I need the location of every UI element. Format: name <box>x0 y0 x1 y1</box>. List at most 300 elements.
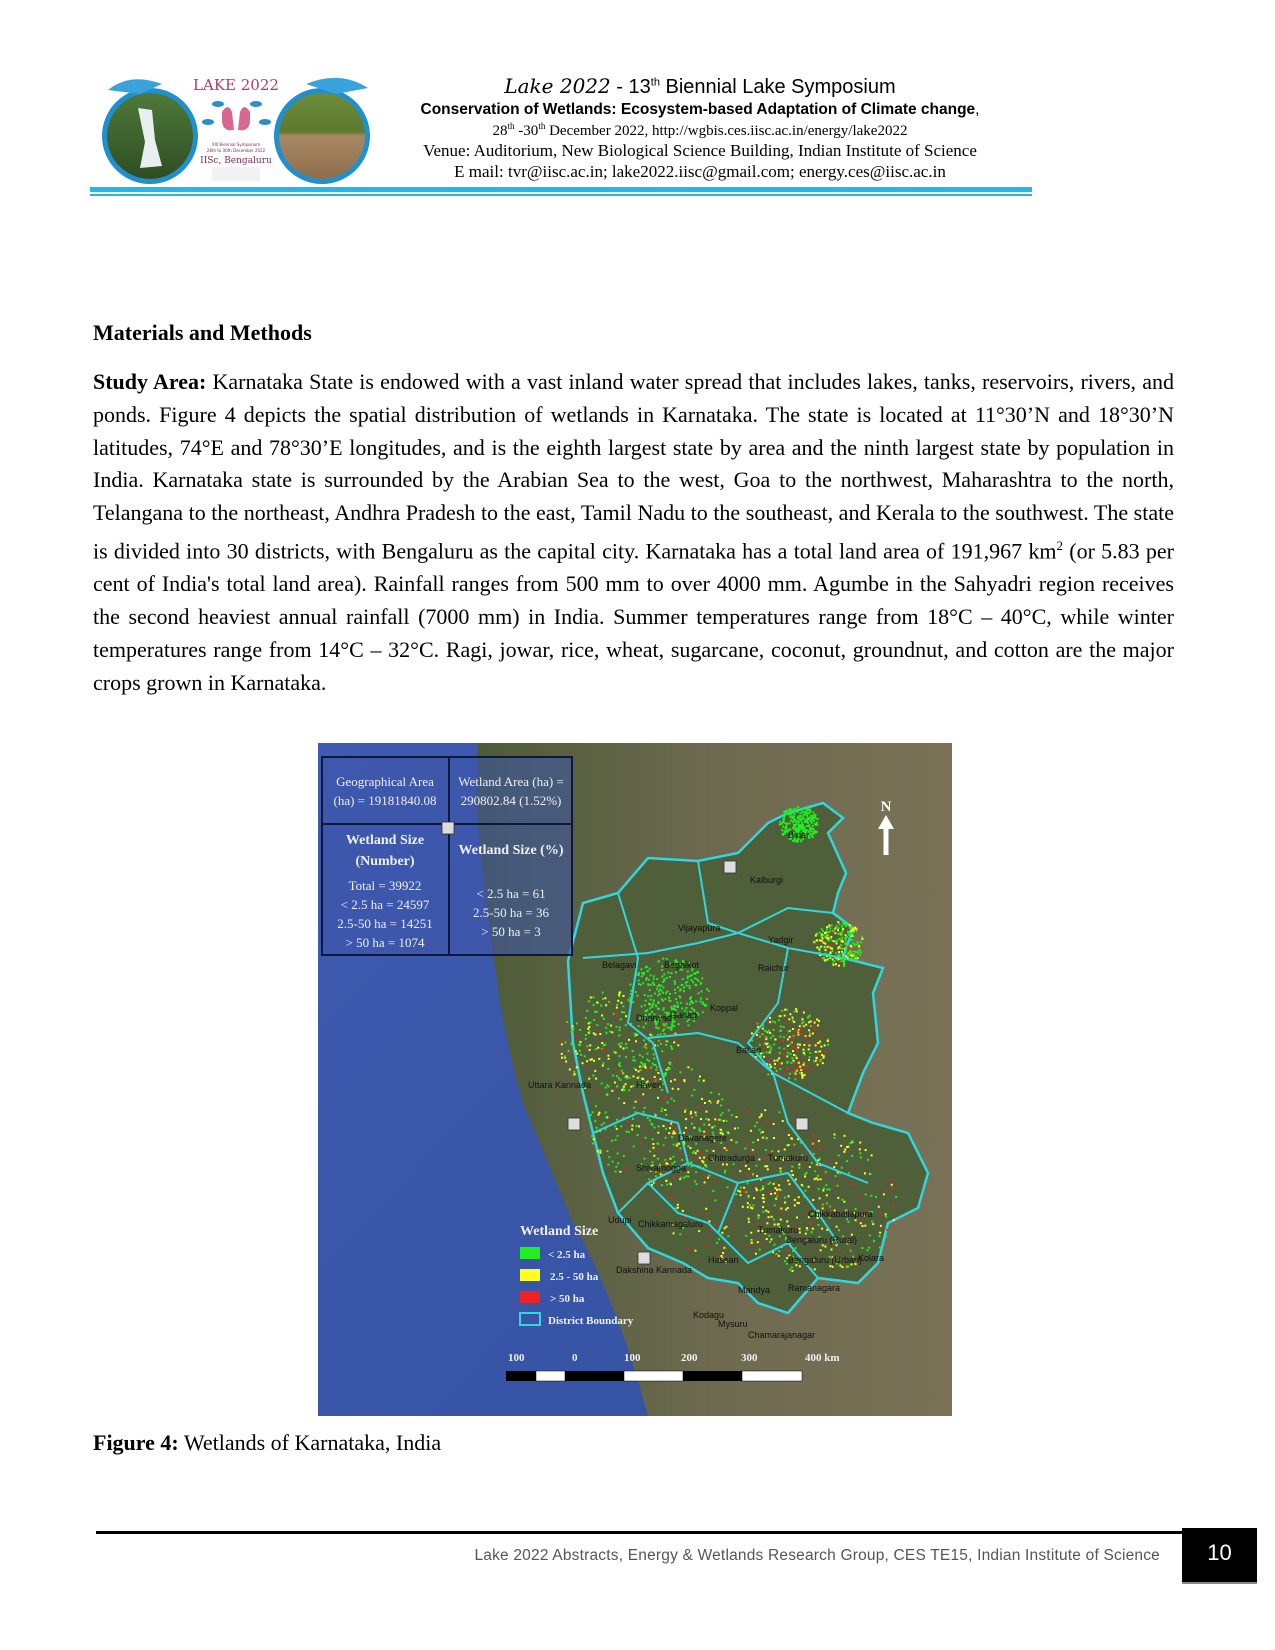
wetland-point <box>696 1183 698 1185</box>
wetland-point <box>766 1051 768 1053</box>
wetland-point <box>763 1056 765 1058</box>
district-label: Bengaluru (Urban) <box>788 1255 863 1265</box>
wetland-point <box>816 1061 818 1063</box>
wetland-point <box>811 1150 813 1152</box>
wetland-point <box>804 1074 806 1076</box>
wetland-point <box>849 1142 851 1144</box>
wetland-point <box>786 1034 788 1036</box>
size-number-row: Total = 39922 <box>348 878 422 893</box>
wetland-point <box>752 1173 754 1175</box>
wetland-point <box>805 1024 807 1026</box>
wetland-point <box>644 994 646 996</box>
wetland-point <box>564 1042 566 1044</box>
wetland-point <box>834 932 836 934</box>
wetland-point <box>799 1265 801 1267</box>
wetland-point <box>655 1181 657 1183</box>
wetland-point <box>783 830 785 832</box>
wetland-point <box>751 1242 753 1244</box>
wetland-point <box>678 1023 680 1025</box>
wetland-point <box>629 984 631 986</box>
wetland-point <box>847 953 849 955</box>
wetland-point <box>779 1052 781 1054</box>
size-pct-row: > 50 ha = 3 <box>481 924 541 939</box>
district-label: Chamarajanagar <box>748 1330 816 1340</box>
wetland-point <box>691 1095 693 1097</box>
wetland-point <box>825 949 827 951</box>
wetland-point <box>766 1031 768 1033</box>
wetland-point <box>616 1004 618 1006</box>
wetland-point <box>690 1158 692 1160</box>
wetland-point <box>657 1158 659 1160</box>
wetland-point <box>706 998 708 1000</box>
wetland-point <box>800 812 802 814</box>
footer-text: Lake 2022 Abstracts, Energy & Wetlands Research Group, CES TE15, Indian Institute of Science <box>474 1547 1160 1564</box>
wetland-point <box>855 1219 857 1221</box>
wetland-point <box>768 1019 770 1021</box>
wetland-point <box>605 1004 607 1006</box>
wetland-point <box>753 1197 755 1199</box>
wetland-point <box>618 1077 620 1079</box>
wetland-point <box>602 1065 604 1067</box>
wetland-point <box>674 989 676 991</box>
wetland-point <box>885 1235 887 1237</box>
wetland-point <box>871 1154 873 1156</box>
wetland-point <box>759 1129 761 1131</box>
wetland-point <box>589 1031 591 1033</box>
wetland-point <box>586 1060 588 1062</box>
wetland-point <box>686 985 688 987</box>
wetland-point <box>698 1079 700 1081</box>
wetland-point <box>679 1150 681 1152</box>
wetland-point <box>851 929 853 931</box>
wetland-point <box>802 1077 804 1079</box>
wetland-point <box>803 1062 805 1064</box>
wetland-point <box>794 826 796 828</box>
wetland-point <box>836 943 838 945</box>
wetland-point <box>799 1228 801 1230</box>
wetland-point <box>708 1175 710 1177</box>
wetland-point <box>670 1029 672 1031</box>
wetland-point <box>785 1048 787 1050</box>
wetland-point <box>735 1141 737 1143</box>
district-label: Uttara Kannada <box>528 1080 592 1090</box>
geo-area-label: Geographical Area <box>336 774 434 789</box>
wetland-point <box>752 1141 754 1143</box>
wetland-point <box>659 1040 661 1042</box>
wetland-point <box>823 1188 825 1190</box>
wetland-point <box>593 1075 595 1077</box>
wetland-point <box>603 1018 605 1020</box>
wetland-point <box>561 1053 563 1055</box>
wetland-point <box>641 1069 643 1071</box>
symposium-title: Lake 2022 - 13th Biennial Lake Symposium <box>504 74 896 98</box>
wetland-point <box>762 1211 764 1213</box>
wetland-point <box>844 1149 846 1151</box>
wetland-point <box>662 992 664 994</box>
wetland-point <box>698 992 700 994</box>
wetland-point <box>776 1189 778 1191</box>
wetland-point <box>740 1187 742 1189</box>
district-label: Ramanagara <box>788 1283 841 1293</box>
wetland-point <box>870 1195 872 1197</box>
wetland-point <box>857 943 859 945</box>
wetland-point <box>648 1060 650 1062</box>
wetland-point <box>607 1068 609 1070</box>
wetland-point <box>654 1076 656 1078</box>
district-label: Chitradurga <box>708 1153 756 1163</box>
north-label: N <box>880 799 892 815</box>
wetland-point <box>768 1235 770 1237</box>
wetland-point <box>747 1202 749 1204</box>
scale-label: 100 <box>508 1352 525 1364</box>
wetland-point <box>637 1077 639 1079</box>
wetland-point <box>652 1003 654 1005</box>
wetland-point <box>745 1191 747 1193</box>
wetland-point <box>569 1068 571 1070</box>
wetland-point <box>601 1042 603 1044</box>
wetland-point <box>644 1066 646 1068</box>
wetland-point <box>690 979 692 981</box>
wetland-point <box>808 813 810 815</box>
wetland-point <box>634 1033 636 1035</box>
wetland-point <box>653 1054 655 1056</box>
wetland-point <box>849 952 851 954</box>
wetland-point <box>726 1120 728 1122</box>
wetland-point <box>705 1166 707 1168</box>
wetland-point <box>653 984 655 986</box>
wetland-point <box>589 1049 591 1051</box>
wetland-point <box>595 1078 597 1080</box>
wetland-point <box>683 990 685 992</box>
wetland-point <box>792 1174 794 1176</box>
district-label: Koppal <box>710 1003 739 1013</box>
wetland-point <box>736 1116 738 1118</box>
wetland-point <box>762 1206 764 1208</box>
wetland-point <box>848 1221 850 1223</box>
wetland-point <box>628 1131 630 1133</box>
wetland-point <box>809 827 811 829</box>
wetland-point <box>778 1019 780 1021</box>
wetland-point <box>625 1056 627 1058</box>
wetland-point <box>861 938 863 940</box>
wetland-point <box>812 1199 814 1201</box>
wetland-point <box>679 1071 681 1073</box>
wetland-point <box>816 939 818 941</box>
wetland-point <box>657 1034 659 1036</box>
wetland-point <box>734 1128 736 1130</box>
wetland-point <box>838 1155 840 1157</box>
wetland-point <box>625 1083 627 1085</box>
wetland-point <box>714 1180 716 1182</box>
wetland-point <box>814 1028 816 1030</box>
wetland-point <box>828 925 830 927</box>
wetland-point <box>850 1250 852 1252</box>
wetland-point <box>749 1204 751 1206</box>
wetland-point <box>768 1030 770 1032</box>
wetland-point <box>842 921 844 923</box>
district-label: Chikkamagaluru <box>638 1219 704 1229</box>
wetland-point <box>588 1000 590 1002</box>
wetland-point <box>671 1027 673 1029</box>
wetland-point <box>679 1233 681 1235</box>
wetland-point <box>663 1028 665 1030</box>
wetland-point <box>883 1193 885 1195</box>
wetland-point <box>638 1125 640 1127</box>
wetland-point <box>774 1244 776 1246</box>
wetland-point <box>772 1020 774 1022</box>
wetland-point <box>618 1070 620 1072</box>
wetland-point <box>764 1109 766 1111</box>
wetland-point <box>592 1143 594 1145</box>
wetland-point <box>701 1098 703 1100</box>
wetland-point <box>855 951 857 953</box>
wetland-point <box>820 1148 822 1150</box>
wetland-point <box>769 1241 771 1243</box>
wetland-point <box>611 1031 613 1033</box>
wetland-point <box>774 1021 776 1023</box>
wetland-point <box>823 1055 825 1057</box>
wetland-point <box>836 925 838 927</box>
wetland-point <box>784 1197 786 1199</box>
wetland-point <box>862 1225 864 1227</box>
district-label: Yadgir <box>768 935 794 945</box>
district-label: Bengaluru (Rural) <box>786 1235 858 1245</box>
wetland-point <box>692 981 694 983</box>
wetland-point <box>603 1045 605 1047</box>
wetland-point <box>651 1006 653 1008</box>
wetland-point <box>649 1034 651 1036</box>
wetland-point <box>762 1188 764 1190</box>
wetland-point <box>633 1075 635 1077</box>
wetland-point <box>641 975 643 977</box>
wetland-point <box>649 968 651 970</box>
wetland-point <box>685 1007 687 1009</box>
symposium-email: E mail: tvr@iisc.ac.in; lake2022.iisc@gmail.com; energy.ces@iisc.ac.in <box>454 162 946 181</box>
wetland-point <box>614 1125 616 1127</box>
wetland-point <box>801 1018 803 1020</box>
wetland-point <box>819 939 821 941</box>
wetland-point <box>635 1069 637 1071</box>
wetland-point <box>835 1175 837 1177</box>
footer-divider <box>96 1531 1182 1534</box>
wetland-point <box>673 1177 675 1179</box>
wetland-point <box>798 826 800 828</box>
wetland-point <box>769 1064 771 1066</box>
wetland-point <box>633 1056 635 1058</box>
wetland-point <box>779 1235 781 1237</box>
wetland-point <box>845 948 847 950</box>
wetland-point <box>821 940 823 942</box>
wetland-point <box>767 1059 769 1061</box>
wetland-point <box>625 1043 627 1045</box>
wetland-point <box>778 1255 780 1257</box>
wetland-point <box>688 985 690 987</box>
wetland-point <box>703 1157 705 1159</box>
wetland-point <box>698 1013 700 1015</box>
wetland-point <box>673 1144 675 1146</box>
wetland-point <box>847 946 849 948</box>
wetland-point <box>638 980 640 982</box>
district-label: Belagavi <box>602 960 637 970</box>
wetland-point <box>838 1229 840 1231</box>
wetland-point <box>700 1130 702 1132</box>
wetland-point <box>769 1045 771 1047</box>
wetland-point <box>664 998 666 1000</box>
paragraph-lead: Study Area: <box>93 369 207 394</box>
wetland-point <box>733 1225 735 1227</box>
wetland-point <box>623 1086 625 1088</box>
wetland-point <box>645 1000 647 1002</box>
wetland-point <box>818 1140 820 1142</box>
wetland-point <box>834 1185 836 1187</box>
wetland-point <box>857 941 859 943</box>
wetland-point <box>807 1066 809 1068</box>
wetland-point <box>754 1239 756 1241</box>
wetland-point <box>808 1059 810 1061</box>
wetland-point <box>750 1207 752 1209</box>
wetland-point <box>699 1001 701 1003</box>
wetland-point <box>657 1045 659 1047</box>
wetland-point <box>759 1036 761 1038</box>
wetland-point <box>639 1099 641 1101</box>
wetland-point <box>649 1119 651 1121</box>
wetland-point <box>805 1190 807 1192</box>
wetland-point <box>698 1230 700 1232</box>
wetland-point <box>561 1039 563 1041</box>
wetland-point <box>620 1042 622 1044</box>
wetland-point <box>592 996 594 998</box>
wetland-point <box>813 1153 815 1155</box>
wetland-point <box>682 978 684 980</box>
wetland-point <box>720 1114 722 1116</box>
wetland-point <box>606 1032 608 1034</box>
wetland-point <box>605 1116 607 1118</box>
wetland-point <box>762 1260 764 1262</box>
wetland-point <box>784 1009 786 1011</box>
wetland-point <box>681 984 683 986</box>
wetland-point <box>759 1249 761 1251</box>
wetland-point <box>758 1158 760 1160</box>
wetland-point <box>767 1211 769 1213</box>
section-heading: Materials and Methods <box>93 320 312 345</box>
wetland-point <box>822 930 824 932</box>
wetland-point <box>853 949 855 951</box>
wetland-point <box>618 1097 620 1099</box>
wetland-point <box>784 1022 786 1024</box>
wetland-point <box>824 1051 826 1053</box>
wetland-point <box>647 1044 649 1046</box>
wetland-point <box>598 1112 600 1114</box>
wetland-point <box>625 1168 627 1170</box>
wetland-point <box>699 1157 701 1159</box>
wetland-point <box>858 945 860 947</box>
wetland-point <box>812 836 814 838</box>
wetland-point <box>837 929 839 931</box>
wetland-point <box>685 1127 687 1129</box>
wetland-point <box>805 1037 807 1039</box>
wetland-point <box>722 1163 724 1165</box>
wetland-point <box>834 1134 836 1136</box>
wetland-point <box>822 1190 824 1192</box>
wetland-point <box>778 1057 780 1059</box>
wetland-point <box>829 952 831 954</box>
wetland-point <box>632 1001 634 1003</box>
wetland-point <box>658 984 660 986</box>
wetland-point <box>867 1159 869 1161</box>
wetland-point <box>774 1063 776 1065</box>
page-number-box <box>1182 1528 1257 1584</box>
wetland-point <box>641 1066 643 1068</box>
wetland-point <box>617 1000 619 1002</box>
wetland-point <box>714 1125 716 1127</box>
wetland-point <box>748 1243 750 1245</box>
wetland-point <box>693 1127 695 1129</box>
wetland-point <box>789 1073 791 1075</box>
wetland-point <box>846 1146 848 1148</box>
wetland-point <box>838 965 840 967</box>
wetland-point <box>763 1201 765 1203</box>
wetland-point <box>580 1041 582 1043</box>
wetland-point <box>695 1171 697 1173</box>
wetland-point <box>834 1137 836 1139</box>
wetland-point <box>770 1193 772 1195</box>
wetland-point <box>784 1202 786 1204</box>
wetland-point <box>789 1022 791 1024</box>
wetland-point <box>611 1090 613 1092</box>
wetland-point <box>885 1216 887 1218</box>
wetland-point <box>610 1025 612 1027</box>
wetland-point <box>787 1180 789 1182</box>
wetland-point <box>837 921 839 923</box>
wetland-point <box>657 1008 659 1010</box>
wetland-point <box>726 1164 728 1166</box>
wetland-point <box>676 1145 678 1147</box>
wetland-point <box>618 1064 620 1066</box>
wetland-point <box>790 1041 792 1043</box>
wetland-point <box>701 977 703 979</box>
wetland-point <box>627 1121 629 1123</box>
wetland-point <box>792 817 794 819</box>
wetland-point <box>886 1229 888 1231</box>
wetland-point <box>645 1047 647 1049</box>
wetland-point <box>685 1175 687 1177</box>
wetland-point <box>700 982 702 984</box>
wetland-point <box>652 1138 654 1140</box>
wetland-point <box>827 1040 829 1042</box>
wetland-point <box>657 960 659 962</box>
wetland-point <box>677 1088 679 1090</box>
wetland-point <box>831 945 833 947</box>
district-label: Udupi <box>608 1215 632 1225</box>
wetland-point <box>815 1051 817 1053</box>
wetland-point <box>816 947 818 949</box>
wetland-point <box>823 942 825 944</box>
wetland-point <box>792 827 794 829</box>
wetland-point <box>748 1221 750 1223</box>
wetland-point <box>773 1044 775 1046</box>
wetland-point <box>893 1219 895 1221</box>
wetland-point <box>695 1250 697 1252</box>
wetland-point <box>767 1074 769 1076</box>
wetland-point <box>602 992 604 994</box>
wetland-point <box>844 1135 846 1137</box>
district-label: Mandya <box>738 1285 771 1295</box>
wetland-point <box>723 1120 725 1122</box>
wetland-point <box>766 1222 768 1224</box>
wetland-point <box>760 1189 762 1191</box>
wetland-point <box>795 824 797 826</box>
wetland-point <box>851 955 853 957</box>
